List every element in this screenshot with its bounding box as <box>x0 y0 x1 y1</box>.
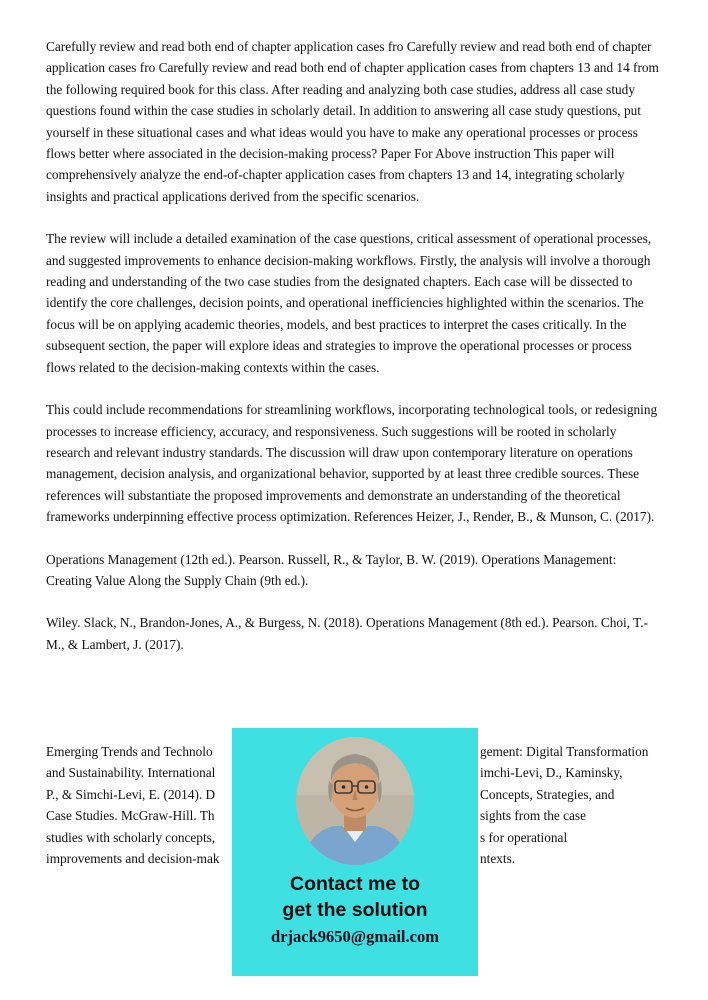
contact-text-line-1: Contact me to <box>289 873 420 895</box>
paragraph-4: Operations Management (12th ed.). Pearson. Russell, R., & Taylor, B. W. (2019). Operations Management: Creating Value Along the Supply Chain (9th ed.). <box>46 551 617 588</box>
line-right-fragment: imchi-Levi, D., Kaminsky, <box>480 765 623 781</box>
document-body <box>46 36 660 676</box>
paragraph-2: The review will include a detailed examination of the case questions, critical assessment of operational processes, and suggested improvements to enhance decision-making workflows. Firstly, the analysis will involve a thorough reading and understanding of the two case studies from the designated chapters. Each case will be dissected to identify the core challenges, decision points, and operational inefficiencies highlighted within the scenarios. The focus will be on applying academic theories, models, and best practices to interpret the cases critically. In the subsequent section, the paper will explore ideas and strategies to improve the operational processes or process flows related to the decision-making contexts within the cases. <box>46 231 652 375</box>
contact-email: drjack9650@gmail.com <box>271 927 439 946</box>
line-right-fragment: s for operational <box>480 829 568 845</box>
paragraph-5: Wiley. Slack, N., Brandon-Jones, A., & Burgess, N. (2018). Operations Management (8th ed.). Pearson. Choi, T.-M., & Lambert, J. (2017). <box>46 615 649 652</box>
line-left-fragment: Case Studies. McGraw-Hill. Th <box>46 808 215 824</box>
line-left-fragment: and Sustainability. International <box>46 765 216 781</box>
line-left-fragment: improvements and decision-mak <box>46 850 220 866</box>
line-right-fragment: gement: Digital Transformation <box>480 744 649 759</box>
contact-text-line-2: get the solution <box>282 899 428 921</box>
portrait-photo <box>296 737 414 865</box>
line-right-fragment: sights from the case <box>480 808 586 824</box>
line-left-fragment: Emerging Trends and Technolo <box>46 744 213 759</box>
line-right-fragment: ntexts. <box>480 850 516 866</box>
paragraph-1: Carefully review and read both end of chapter application cases fro Carefully review and read both end of chapter application cases fro Carefully review and read both end of chapter application cases from chapters 13 and 14 from the following required book for this class. After reading and analyzing both case studies, address all case study questions found within the case studies in scholarly detail. In addition to answering all case study questions, put yourself in these situational cases and what ideas would you have to make any operational processes or process flows better where associated in the decision-making process? Paper For Above instruction This paper will comprehensively analyze the end-of-chapter application cases from chapters 13 and 14, integrating scholarly insights and practical applications derived from the specific scenarios. <box>46 39 659 204</box>
line-left-fragment: studies with scholarly concepts, <box>46 829 216 845</box>
line-left-fragment: P., & Simchi-Levi, E. (2014). D <box>46 786 216 802</box>
line-right-fragment: Concepts, Strategies, and <box>480 786 615 802</box>
contact-ad-overlay <box>232 728 478 976</box>
man-portrait-image <box>296 737 414 865</box>
paragraph-3: This could include recommendations for streamlining workflows, incorporating technological tools, or redesigning processes to increase efficiency, accuracy, and responsiveness. Such suggestions will be rooted in scholarly research and relevant industry standards. The discussion will draw upon contemporary literature on operations management, decision analysis, and organizational behavior, supported by at least three credible sources. These references will substantiate the proposed improvements and demonstrate an understanding of the theoretical frameworks underpinning effective process optimization. References Heizer, J., Render, B., & Munson, C. (2017). <box>46 402 658 525</box>
